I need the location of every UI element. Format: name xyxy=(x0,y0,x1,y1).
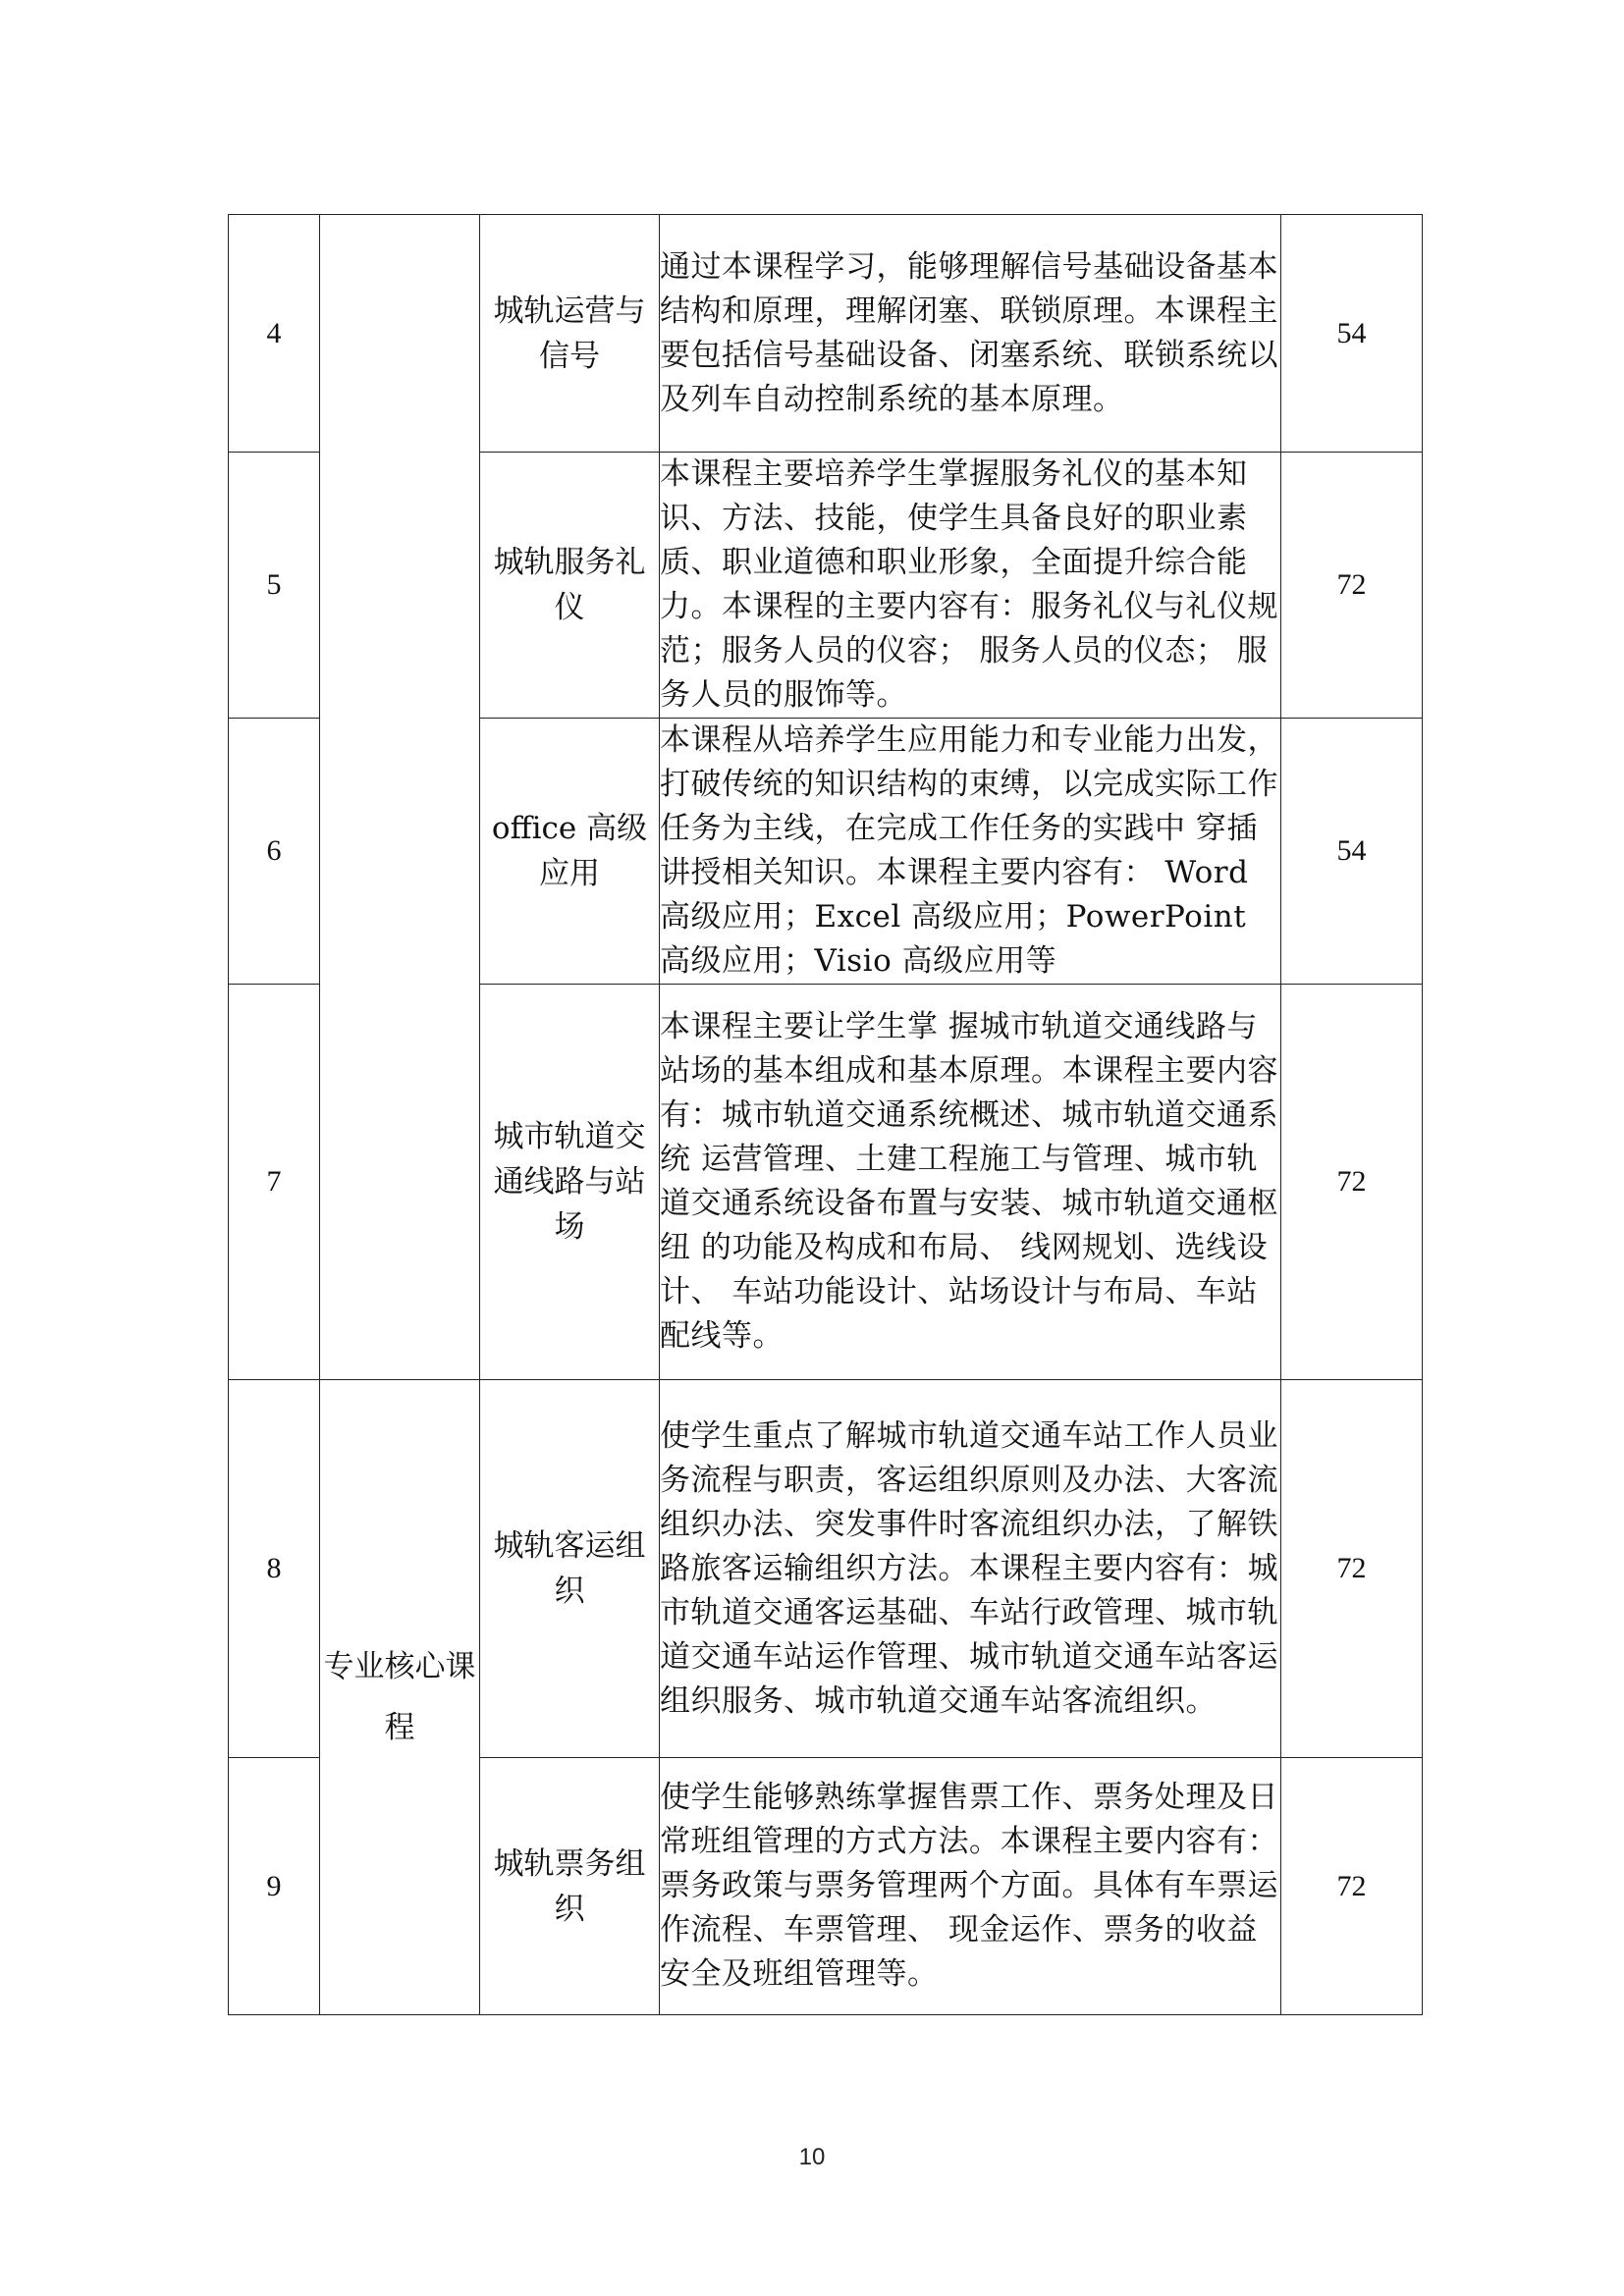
course-description: 本课程从培养学生应用能力和专业能力出发，打破传统的知识结构的束缚，以完成实际工作任务为主线，在完成工作任务的实践中 穿插讲授相关知识。本课程主要内容有： Word 高级应用；Excel 高级应用；PowerPoint 高级应用；Visio 高级应用等 xyxy=(660,719,1281,985)
course-name: 城轨服务礼仪 xyxy=(480,453,660,719)
table-row xyxy=(229,1380,1423,1758)
course-name: 城轨客运组织 xyxy=(480,1380,660,1758)
course-hours: 72 xyxy=(1281,1380,1423,1758)
table-row xyxy=(229,215,1423,453)
category-cell: 专业核心课程 xyxy=(320,1380,480,2015)
course-name: office 高级应用 xyxy=(480,719,660,985)
course-description: 使学生重点了解城市轨道交通车站工作人员业务流程与职责，客运组织原则及办法、大客流组织办法、突发事件时客流组织办法，了解铁路旅客运输组织方法。本课程主要内容有：城市轨道交通客运基础、车站行政管理、城市轨道交通车站运作管理、城市轨道交通车站客运组织服务、城市轨道交通车站客流组织。 xyxy=(660,1380,1281,1758)
course-hours: 54 xyxy=(1281,719,1423,985)
course-number: 6 xyxy=(229,719,320,985)
course-table-container xyxy=(228,214,1422,2015)
course-hours: 72 xyxy=(1281,453,1423,719)
course-number: 8 xyxy=(229,1380,320,1758)
course-number: 9 xyxy=(229,1758,320,2015)
course-hours: 72 xyxy=(1281,985,1423,1380)
course-name: 城轨运营与信号 xyxy=(480,215,660,453)
category-cell-empty xyxy=(320,215,480,1380)
course-description: 本课程主要让学生掌 握城市轨道交通线路与站场的基本组成和基本原理。本课程主要内容有：城市轨道交通系统概述、城市轨道交通系统 运营管理、土建工程施工与管理、城市轨道交通系统设备布置与安装、城市轨道交通枢纽 的功能及构成和布局、 线网规划、选线设计、 车站功能设计、站场设计与布局、车站配线等。 xyxy=(660,985,1281,1380)
course-number: 7 xyxy=(229,985,320,1380)
course-number: 4 xyxy=(229,215,320,453)
course-description: 通过本课程学习，能够理解信号基础设备基本结构和原理，理解闭塞、联锁原理。本课程主要包括信号基础设备、闭塞系统、联锁系统以及列车自动控制系统的基本原理。 xyxy=(660,215,1281,453)
course-name: 城市轨道交通线路与站场 xyxy=(480,985,660,1380)
course-description: 使学生能够熟练掌握售票工作、票务处理及日常班组管理的方式方法。本课程主要内容有：票务政策与票务管理两个方面。具体有车票运作流程、车票管理、 现金运作、票务的收益安全及班组管理等。 xyxy=(660,1758,1281,2015)
course-description: 本课程主要培养学生掌握服务礼仪的基本知识、方法、技能，使学生具备良好的职业素质、职业道德和职业形象，全面提升综合能力。本课程的主要内容有：服务礼仪与礼仪规范；服务人员的仪容； 服务人员的仪态； 服务人员的服饰等。 xyxy=(660,453,1281,719)
course-hours: 72 xyxy=(1281,1758,1423,2015)
page-number: 10 xyxy=(798,2144,826,2170)
course-number: 5 xyxy=(229,453,320,719)
course-hours: 54 xyxy=(1281,215,1423,453)
course-name: 城轨票务组织 xyxy=(480,1758,660,2015)
course-table xyxy=(228,214,1423,2015)
